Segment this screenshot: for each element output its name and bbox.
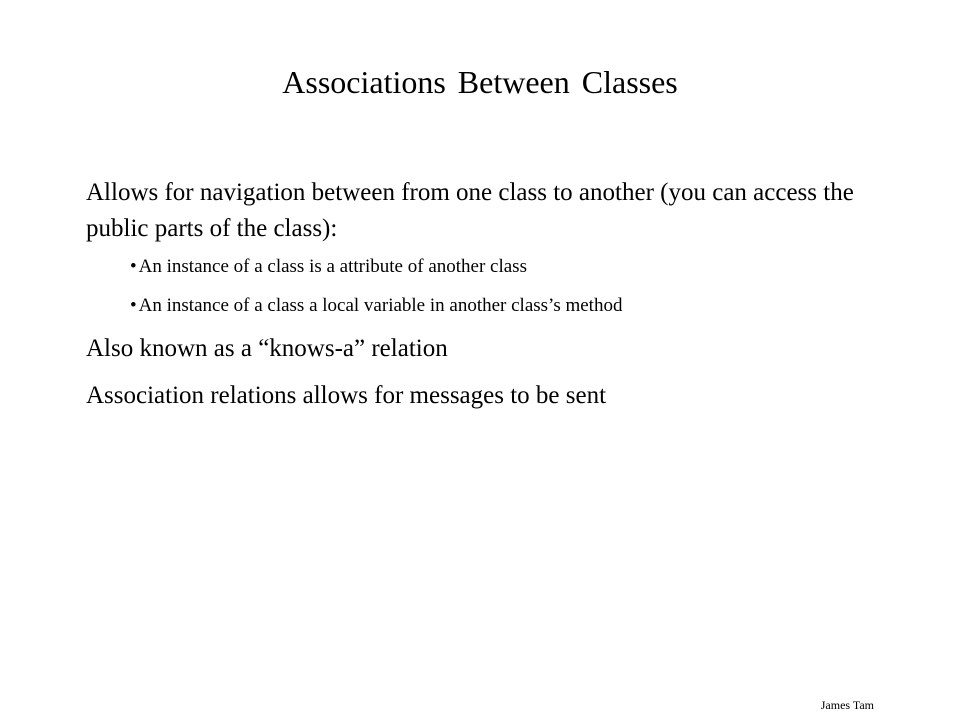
bullet-marker: • — [130, 256, 137, 277]
footer-author: James Tam — [820, 698, 874, 712]
sub-bullet-text: An instance of a class a local variable in another class’s method — [138, 295, 623, 316]
sub-bullet-point — [130, 255, 886, 279]
bullet-point: Association relations allows for messages to be sent — [86, 382, 607, 409]
slide-body — [86, 175, 886, 427]
bullet-point: Allows for navigation between from one class to another (you can access the public parts of the class): — [86, 179, 854, 242]
bullet-marker: • — [130, 295, 137, 316]
bullet-point: Also known as a “knows-a” relation — [86, 335, 448, 362]
sub-bullet-point — [130, 294, 886, 318]
slide-title: Associations Between Classes — [282, 64, 678, 100]
sub-bullet-text: An instance of a class is a attribute of another class — [138, 256, 527, 277]
